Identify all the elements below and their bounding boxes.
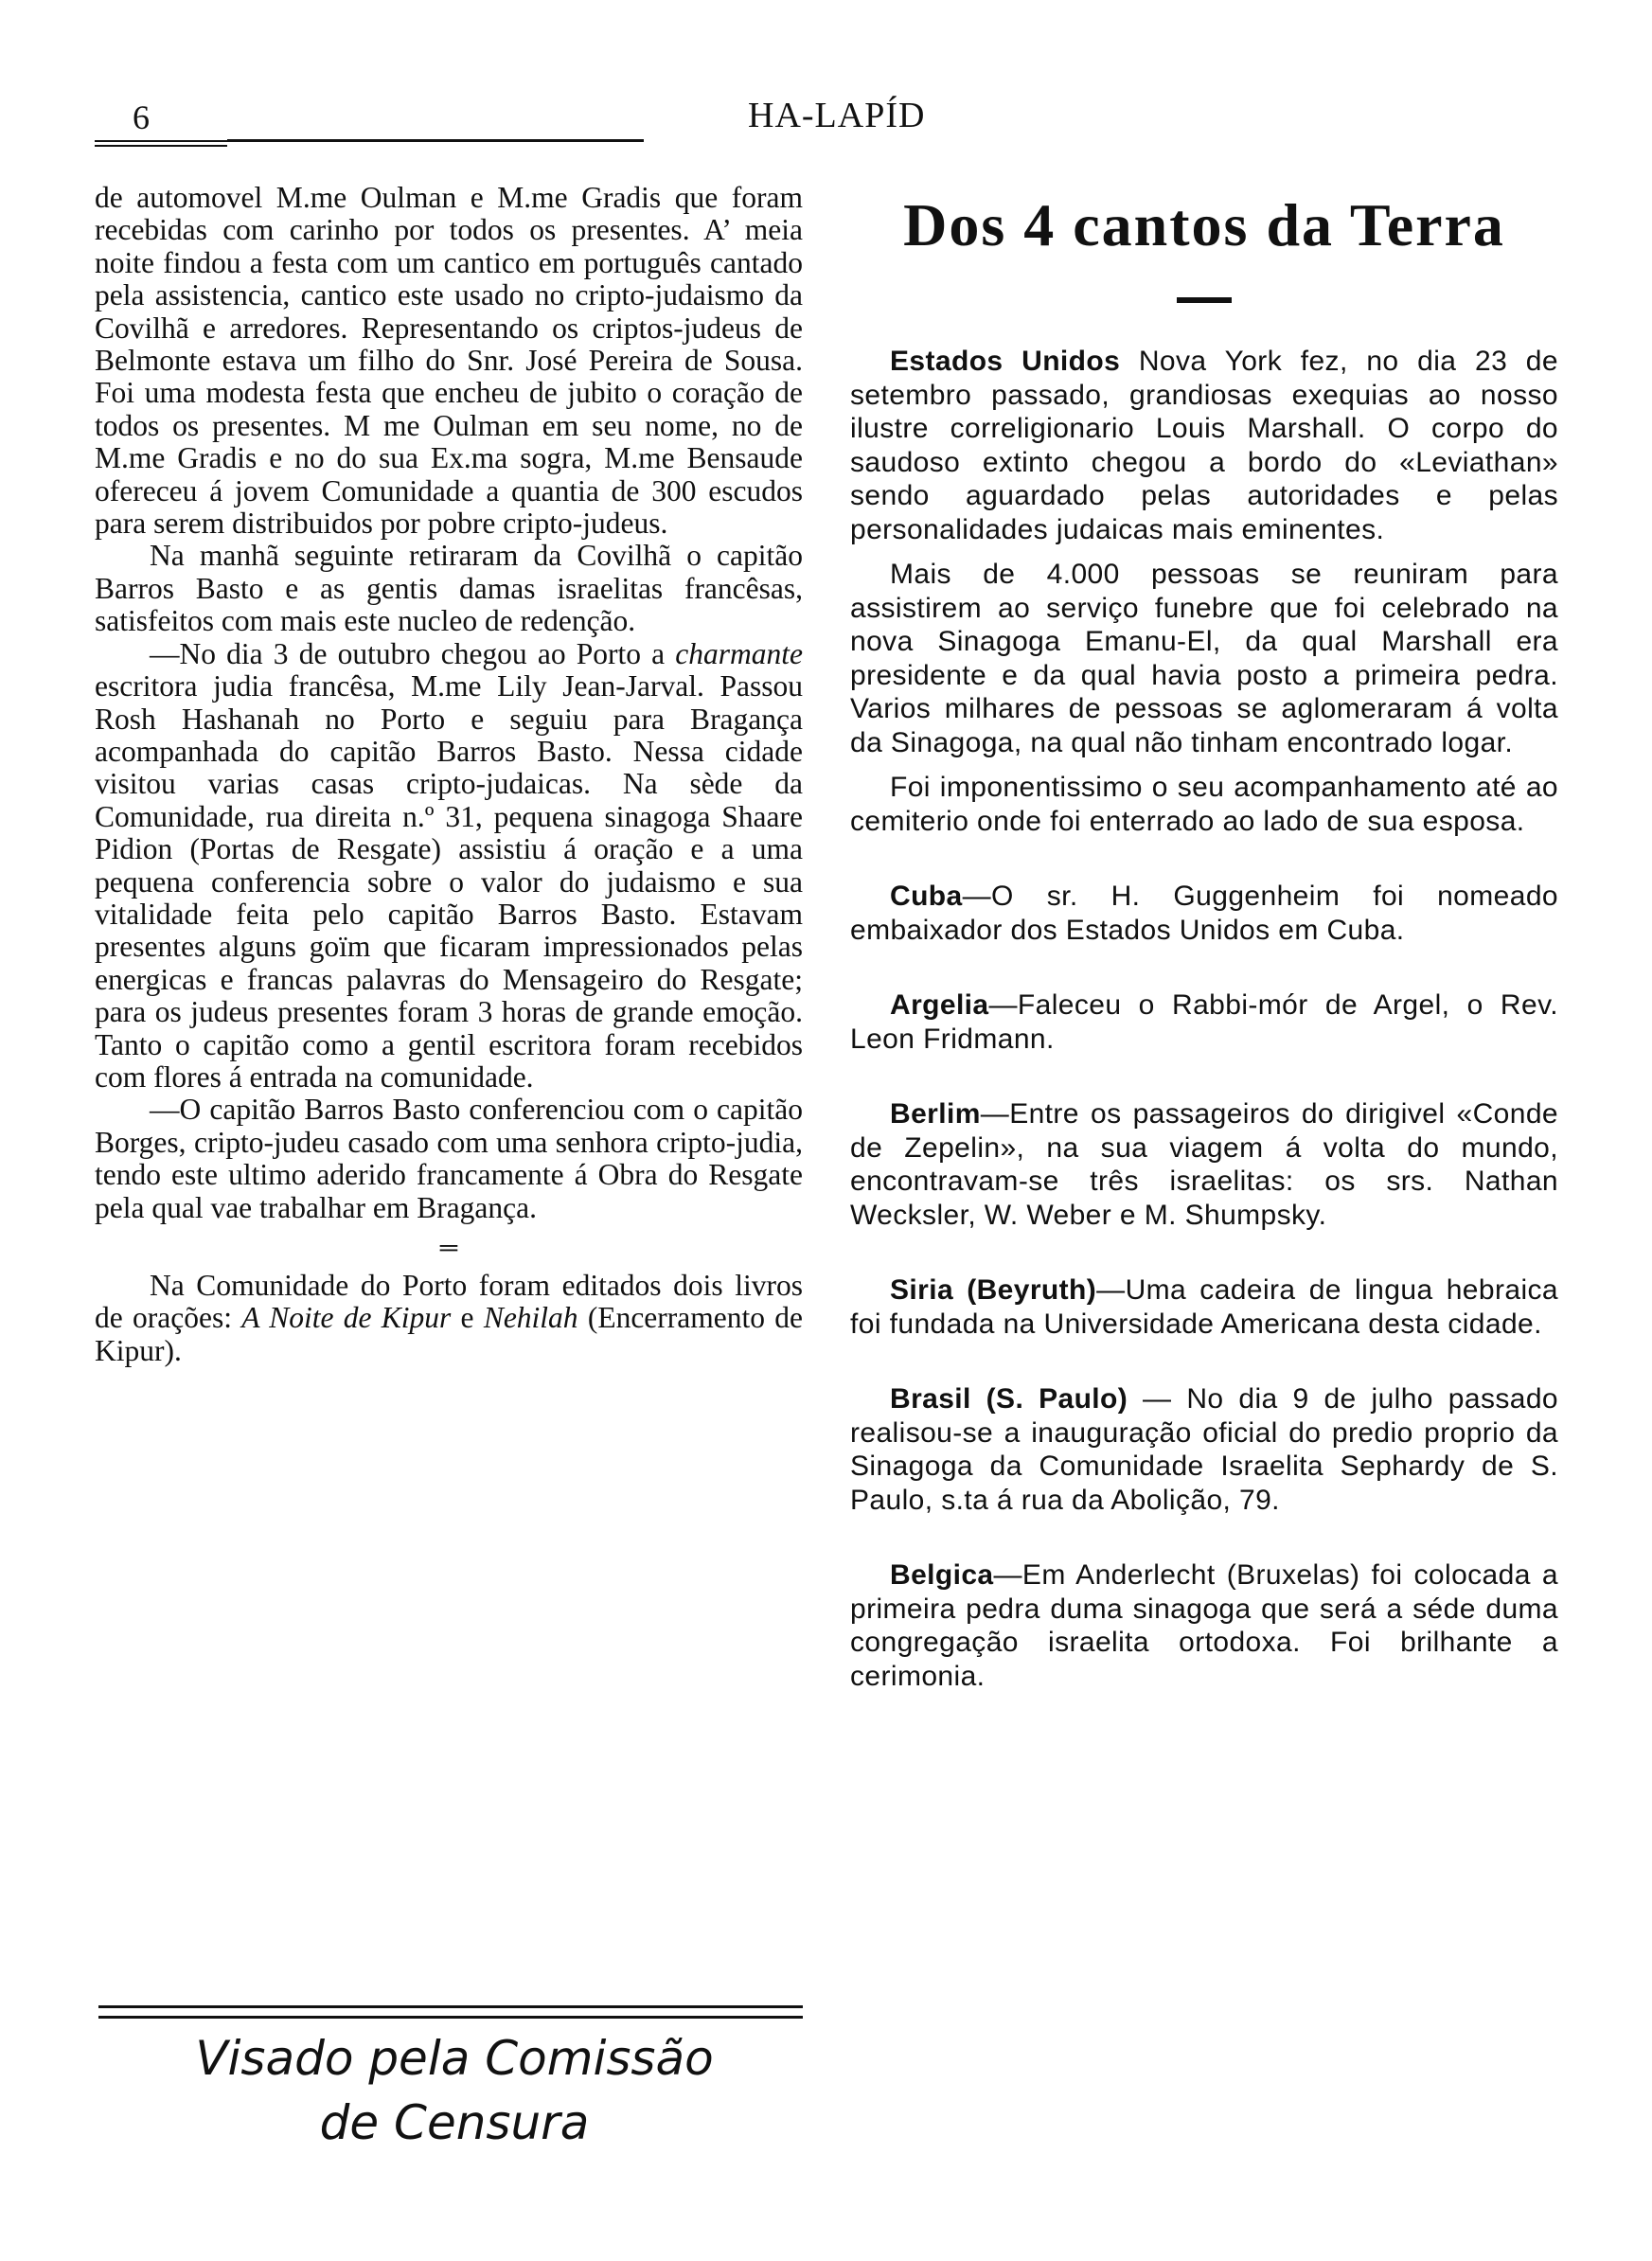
double-rule: [98, 2005, 803, 2019]
item-separator: —: [993, 1559, 1022, 1591]
news-item: [850, 771, 1558, 838]
section-title: Dos 4 cantos da Terra: [903, 191, 1505, 258]
title-rule: [1177, 297, 1232, 303]
censor-stamp: [142, 2026, 767, 2155]
item-text: Uma cadeira de lingua hebraica foi fundada na Universidade Americana desta cidade.: [850, 1274, 1558, 1340]
book-title: Nehilah: [483, 1301, 578, 1335]
item-text: Foi imponentissimo o seu acompanhamento até ao cemiterio onde foi enterrado ao lado de sua esposa.: [850, 772, 1558, 837]
item-lead: Belgica: [890, 1559, 994, 1591]
text-run: escritora judia francêsa, M.me Lily Jean-Jarval. Passou Rosh Hashanah no Porto e seguiu para Bragança acompanhada do capitão Barros Basto. Nessa cidade visitou varias casas cripto-judaicas. Na sède da Comunidade, rua direita n.º 31, pequena sinagoga Shaare Pidion (Portas de Resgate) assistiu á oração e a uma pequena conferencia sobre o valor do judaismo e sua vitalidade feita pelo capitão Barros Basto. Estavam presentes alguns goïm que ficaram impressionados pelas energicas e francas palavras do Mensageiro do Resgate; para os judeus presentes foram 3 horas de grande emoção. Tanto o capitão como a gentil escritora foram recebidos com flores á entrada na comunidade.: [95, 669, 803, 1094]
right-column: [850, 182, 1558, 1693]
item-text: O sr. H. Guggenheim foi nomeado embaixador dos Estados Unidos em Cuba.: [850, 881, 1558, 946]
news-item: [850, 1273, 1558, 1341]
page-number: 6: [133, 98, 150, 136]
italic-text: charmante: [675, 636, 803, 670]
news-item: [850, 1097, 1558, 1232]
book-title: A Noite de Kipur: [241, 1301, 452, 1335]
item-separator: [1120, 346, 1139, 377]
item-separator: —: [1096, 1274, 1126, 1306]
closing-paragraph: [95, 1270, 803, 1367]
item-lead: Cuba: [890, 881, 963, 912]
news-item: [850, 1382, 1558, 1517]
text-run: Na Comunidade do Porto foram editados dois livros de orações:: [95, 1269, 803, 1335]
censor-stamp-line: de Censura: [319, 2095, 590, 2150]
item-separator: —: [988, 989, 1018, 1021]
item-separator: —: [1128, 1383, 1187, 1415]
text-run: —No dia 3 de outubro chegou ao Porto a: [150, 636, 676, 670]
item-text: Entre os passageiros do dirigivel «Conde de Zepelin», na sua viagem á volta do mundo, encontravam-se três israelitas: os srs. Nathan Wecksler, W. Weber e M. Shumpsky.: [850, 1098, 1558, 1231]
header-rule: [95, 140, 227, 147]
censor-stamp-line: Visado pela Comissão: [195, 2031, 714, 2086]
paragraph: [95, 638, 803, 1095]
header-rule: [227, 139, 644, 142]
running-title: HA-LAPÍD: [748, 96, 926, 135]
item-text: No dia 9 de julho passado realisou-se a inauguração oficial do predio proprio da Sinagoga da Comunidade Israelita Sephardy de S. Paulo, s.ta á rua da Abolição, 79.: [850, 1383, 1558, 1516]
item-lead: Brasil (S. Paulo): [890, 1383, 1128, 1415]
item-text: Em Anderlecht (Bruxelas) foi colocada a primeira pedra duma sinagoga que será a séde duma congregação israelita ortodoxa. Foi brilhante a cerimonia.: [850, 1559, 1558, 1692]
item-lead: Siria (Beyruth): [890, 1274, 1097, 1306]
news-item: [850, 880, 1558, 947]
paragraph: —O capitão Barros Basto conferenciou com o capitão Borges, cripto-judeu casado com uma senhora cripto-judia, tendo este ultimo aderido francamente á Obra do Resgate pela qual vae trabalhar em Bragança.: [95, 1093, 803, 1224]
paragraph: de automovel M.me Oulman e M.me Gradis que foram recebidas com carinho por todos os presentes. A’ meia noite findou a festa com um cantico em português cantado pela assistencia, cantico este usado no cripto-judaismo da Covilhã e arredores. Representando os criptos-judeus de Belmonte estava um filho do Snr. José Pereira de Sousa. Foi uma modesta festa que encheu de jubito o coração de todos os presentes. M me Oulman em seu nome, no de M.me Gradis e no do sua Ex.ma sogra, M.me Bensaude ofereceu á jovem Comunidade a quantia de 300 escudos para serem distribuidos por pobre cripto-judeus.: [95, 181, 803, 541]
item-separator: —: [962, 881, 992, 912]
item-lead: Estados Unidos: [890, 346, 1121, 377]
item-text: Nova York fez, no dia 23 de setembro passado, grandiosas exequias ao nosso ilustre correligionario Louis Marshall. O corpo do saudoso extinto chegou a bordo do «Leviathan» sendo aguardado pelas autoridades e pelas personalidades judaicas mais eminentes.: [850, 346, 1558, 545]
item-text: Mais de 4.000 pessoas se reuniram para assistirem ao serviço funebre que foi celebrado na nova Sinagoga Emanu-El, da qual Marshall era presidente e da qual havia posto a primeira pedra. Varios milhares de pessoas se aglomeraram á volta da Sinagoga, na qual não tinham encontrado logar.: [850, 559, 1558, 758]
item-lead: Argelia: [890, 989, 989, 1021]
left-column: [95, 182, 803, 1367]
paragraph: Na manhã seguinte retiraram da Covilhã o capitão Barros Basto e as gentis damas israelitas francêsas, satisfeitos com mais este nucleo de redenção.: [95, 539, 803, 638]
news-item: [850, 1558, 1558, 1693]
news-item: [850, 345, 1558, 546]
text-run: (Encerramento de Kipur).: [95, 1301, 803, 1367]
item-lead: Berlim: [890, 1098, 981, 1130]
section-divider: ═: [439, 1234, 458, 1261]
item-text: Faleceu o Rabbi-mór de Argel, o Rev. Leon Fridmann.: [850, 989, 1558, 1055]
item-separator: —: [980, 1098, 1010, 1130]
news-item: [850, 558, 1558, 759]
text-run: e: [451, 1301, 484, 1335]
news-item: [850, 988, 1558, 1056]
